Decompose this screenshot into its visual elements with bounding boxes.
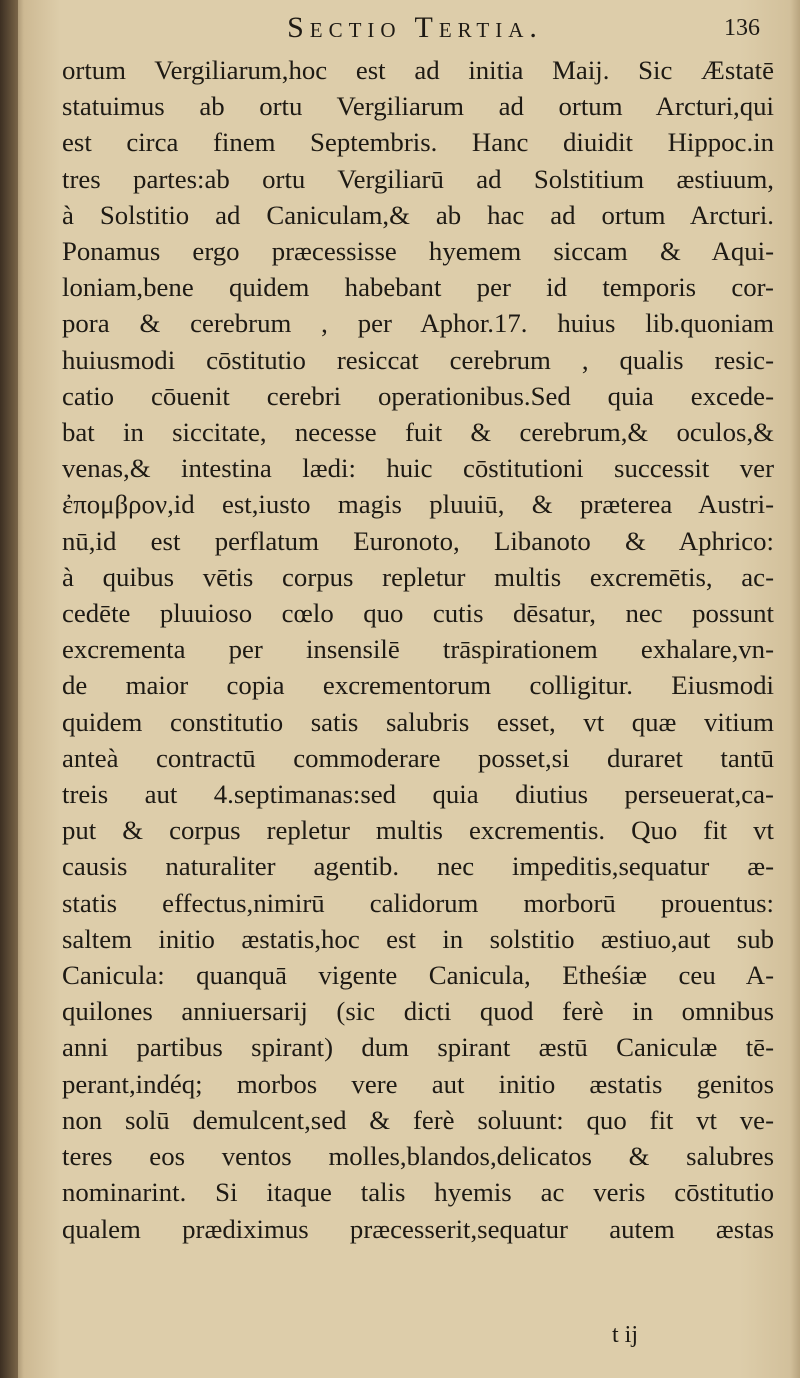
text-line: treis aut 4.septimanas:sed quia diutius perseuerat,ca- bbox=[62, 779, 774, 810]
text-line: Ponamus ergo præcessisse hyemem siccam & Aqui- bbox=[62, 236, 774, 267]
text-line: ἐπομβρον,id est,iusto magis pluuiū, & præterea Austri- bbox=[62, 489, 774, 520]
text-line: nū,id est perflatum Euronoto, Libanoto & Aphrico: bbox=[62, 525, 774, 556]
binding-gutter bbox=[0, 0, 18, 1378]
text-line: put & corpus repletur multis excrementis. Quo fit vt bbox=[62, 815, 774, 846]
text-line: causis naturaliter agentib. nec impeditis,sequatur æ- bbox=[62, 851, 774, 882]
text-line: à Solstitio ad Caniculam,& ab hac ad ortum Arcturi. bbox=[62, 199, 774, 230]
signature-mark: t ij bbox=[612, 1322, 639, 1348]
text-line: à quibus vētis corpus repletur multis excremētis, ac- bbox=[62, 561, 774, 592]
text-line: statuimus ab ortu Vergiliarum ad ortum Arcturi,qui bbox=[62, 91, 774, 122]
text-line: venas,& intestina lædi: huic cōstitutioni successit ver bbox=[62, 453, 774, 484]
text-line: excrementa per insensilē trāspirationem exhalare,vn- bbox=[62, 634, 774, 665]
text-line: huiusmodi cōstitutio resiccat cerebrum , qualis resic- bbox=[62, 344, 774, 375]
text-line: est circa finem Septembris. Hanc diuidit Hippoc.in bbox=[62, 127, 774, 158]
text-line: perant,indéq; morbos vere aut initio æstatis genitos bbox=[62, 1068, 774, 1099]
text-line: cedēte pluuioso cœlo quo cutis dēsatur, nec possunt bbox=[62, 598, 774, 629]
running-title: Sectio Tertia. bbox=[287, 11, 543, 44]
page-footer bbox=[62, 1322, 760, 1358]
text-line: loniam,bene quidem habebant per id temporis cor- bbox=[62, 272, 774, 303]
page-number: 136 bbox=[724, 14, 760, 41]
text-line: quidem constitutio satis salubris esset, vt quæ vitium bbox=[62, 706, 774, 737]
page-header bbox=[60, 10, 760, 46]
text-line: bat in siccitate, necesse fuit & cerebrum,& oculos,& bbox=[62, 417, 774, 448]
text-line: tres partes:ab ortu Vergiliarū ad Solstitium æstiuum, bbox=[62, 163, 774, 194]
text-line: catio cōuenit cerebri operationibus.Sed quia excede- bbox=[62, 380, 774, 411]
text-line: non solū demulcent,sed & ferè soluunt: quo fit vt ve- bbox=[62, 1104, 774, 1135]
text-line: pora & cerebrum , per Aphor.17. huius lib.quoniam bbox=[62, 308, 774, 339]
text-line: saltem initio æstatis,hoc est in solstitio æstiuo,aut sub bbox=[62, 923, 774, 954]
text-line: de maior copia excrementorum colligitur. Eiusmodi bbox=[62, 670, 774, 701]
body-text bbox=[62, 52, 774, 1247]
text-line: Canicula: quanquā vigente Canicula, Etheśiæ ceu A- bbox=[62, 960, 774, 991]
text-line: statis effectus,nimirū calidorum morborū prouentus: bbox=[62, 887, 774, 918]
text-line: anteà contractū commoderare posset,si duraret tantū bbox=[62, 742, 774, 773]
text-line: ortum Vergiliarum,hoc est ad initia Maij. Sic Æstatē bbox=[62, 55, 774, 85]
text-line: anni partibus spirant) dum spirant æstū Caniculæ tē- bbox=[62, 1032, 774, 1063]
text-line: nominarint. Si itaque talis hyemis ac veris cōstitutio bbox=[62, 1177, 774, 1208]
text-line: qualem prædiximus præcesserit,sequatur autem æstas bbox=[62, 1213, 774, 1244]
text-line: teres eos ventos molles,blandos,delicatos & salubres bbox=[62, 1141, 774, 1172]
text-line: quilones anniuersarij (sic dicti quod ferè in omnibus bbox=[62, 996, 774, 1027]
